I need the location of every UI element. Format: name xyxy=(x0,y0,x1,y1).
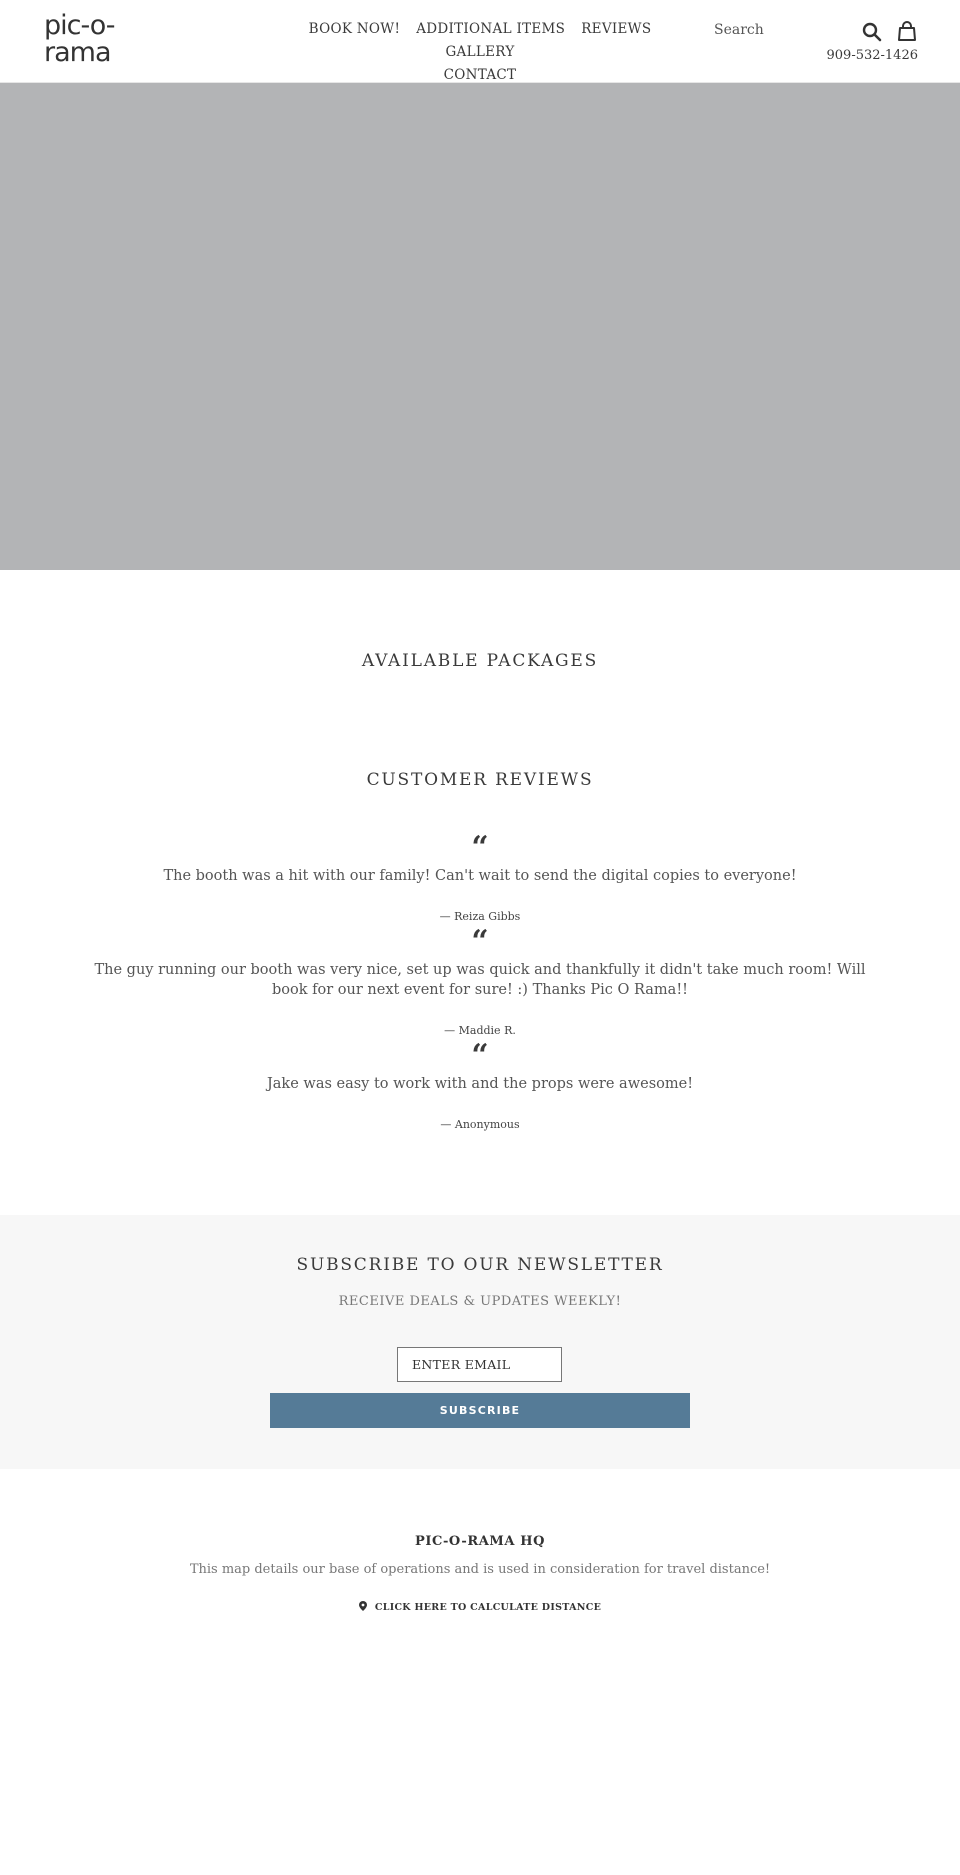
quote-icon: “ xyxy=(471,830,489,865)
review-text: Jake was easy to work with and the props were awesome! xyxy=(266,1076,694,1092)
nav-additional-items[interactable]: ADDITIONAL ITEMS xyxy=(416,21,566,37)
newsletter-title: SUBSCRIBE TO OUR NEWSLETTER xyxy=(296,1255,664,1275)
calculate-distance-link[interactable] xyxy=(0,1601,960,1613)
review-text: The booth was a hit with our family! Can't wait to send the digital copies to everyone! xyxy=(163,868,797,884)
nav-book-now[interactable]: BOOK NOW! xyxy=(308,21,401,37)
main-nav xyxy=(280,18,680,87)
map-pin-icon xyxy=(359,1601,367,1611)
review-author: — Reiza Gibbs xyxy=(439,910,521,923)
search-input[interactable]: Search xyxy=(714,22,764,38)
review-author: — Anonymous xyxy=(440,1118,520,1131)
logo-text: pic-o-rama xyxy=(44,10,115,68)
quote-icon: “ xyxy=(471,924,489,959)
nav-reviews[interactable]: REVIEWS xyxy=(581,21,652,37)
nav-gallery[interactable]: GALLERY xyxy=(445,44,515,60)
subscribe-button[interactable]: SUBSCRIBE xyxy=(270,1393,690,1428)
cart-icon[interactable] xyxy=(897,21,917,42)
hq-title: PIC-O-RAMA HQ xyxy=(414,1534,546,1549)
site-header xyxy=(0,0,960,83)
review-author: — Maddie R. xyxy=(444,1024,516,1037)
hq-description: This map details our base of operations and is used in consideration for travel distance! xyxy=(189,1562,771,1577)
newsletter-section xyxy=(0,1215,960,1469)
hero-banner xyxy=(0,83,960,570)
packages-title: AVAILABLE PACKAGES xyxy=(361,651,599,671)
newsletter-subtitle: RECEIVE DEALS & UPDATES WEEKLY! xyxy=(338,1294,622,1309)
quote-icon: “ xyxy=(471,1038,489,1073)
site-logo[interactable] xyxy=(44,10,164,68)
search-icon[interactable] xyxy=(862,22,882,42)
reviews-title: CUSTOMER REVIEWS xyxy=(366,770,594,790)
calculate-distance-label: CLICK HERE TO CALCULATE DISTANCE xyxy=(374,1602,602,1613)
review-text: The guy running our booth was very nice, set up was quick and thankfully it didn't take much room! Will book for our next event for sure! :) Thanks Pic O Rama!! xyxy=(94,962,866,998)
email-field[interactable] xyxy=(397,1347,562,1382)
phone-number[interactable]: 909-532-1426 xyxy=(826,48,918,63)
nav-contact[interactable]: CONTACT xyxy=(443,67,517,83)
